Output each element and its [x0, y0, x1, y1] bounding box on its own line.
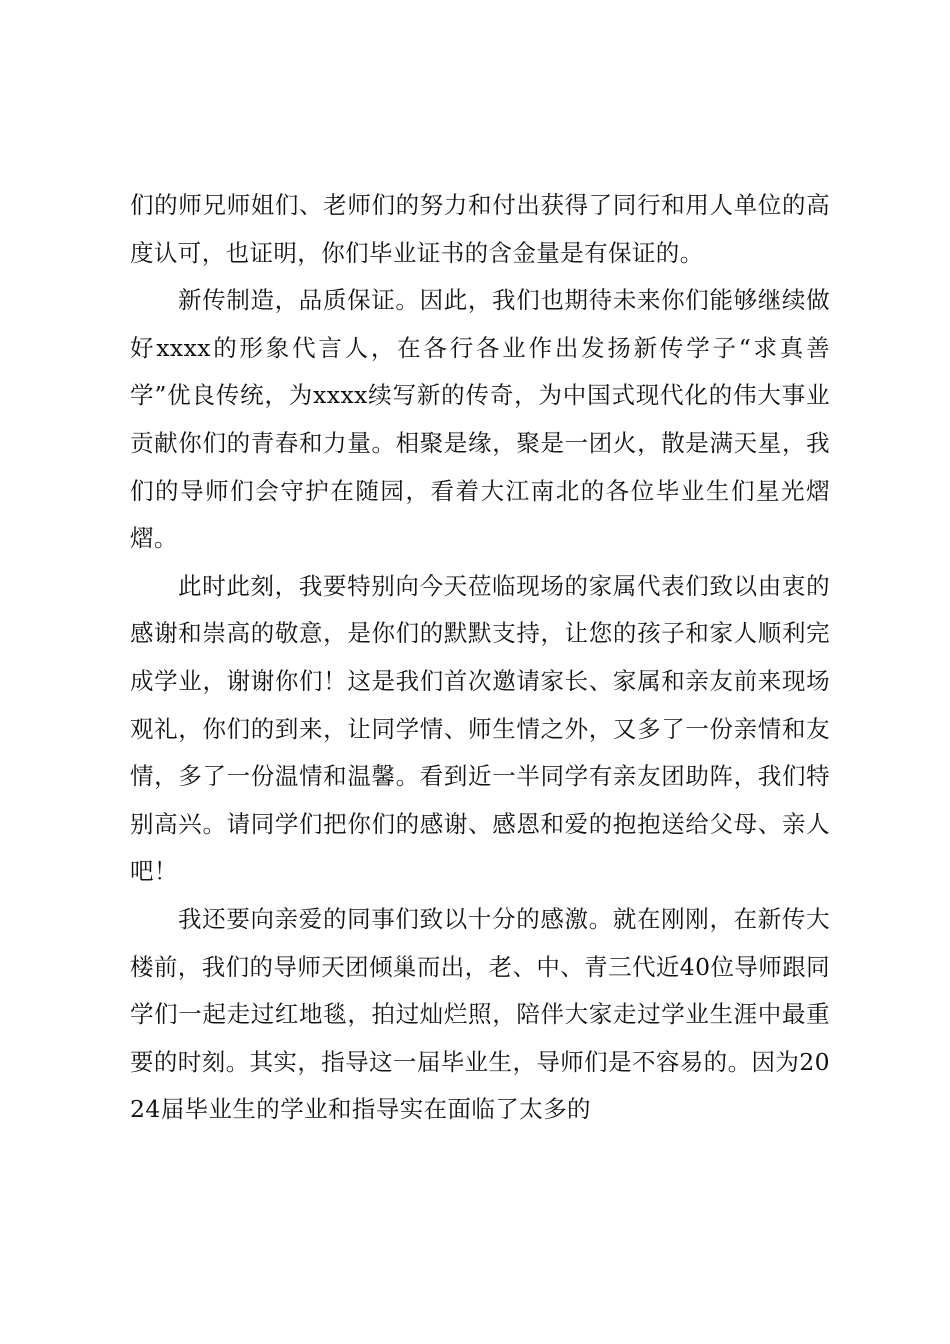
paragraph-4: 我还要向亲爱的同事们致以十分的感激。就在刚刚，在新传大楼前，我们的导师天团倾巢而出，老、中、青三代近40位导师跟同学们一起走过红地毯，拍过灿烂照，陪伴大家走过学业生涯中最重要的时刻。其实，指导这一届毕业生，导师们是不容易的。因为2024届毕业生的学业和指导实在面临了太多的: [130, 904, 830, 1124]
paragraph-1: 们的师兄师姐们、老师们的努力和付出获得了同行和用人单位的高度认可，也证明，你们毕业证书的含金量是有保证的。: [130, 191, 830, 267]
paragraph-2: 新传制造，品质保证。因此，我们也期待未来你们能够继续做好xxxx的形象代言人，在各行各业作出发扬新传学子“求真善学”优良传统，为xxxx续写新的传奇，为中国式现代化的伟大事业贡献你们的青春和力量。相聚是缘，聚是一团火，散是满天星，我们的导师们会守护在随园，看着大江南北的各位毕业生们星光熠熠。: [130, 286, 830, 553]
document-page: [130, 182, 830, 1134]
paragraph-3: 此时此刻，我要特别向今天莅临现场的家属代表们致以由衷的感谢和崇高的敬意，是你们的默默支持，让您的孩子和家人顺利完成学业，谢谢你们！这是我们首次邀请家长、家属和亲友前来现场观礼，你们的到来，让同学情、师生情之外，又多了一份亲情和友情，多了一份温情和温馨。看到近一半同学有亲友团助阵，我们特别高兴。请同学们把你们的感谢、感恩和爱的抱抱送给父母、亲人吧！: [130, 571, 830, 886]
